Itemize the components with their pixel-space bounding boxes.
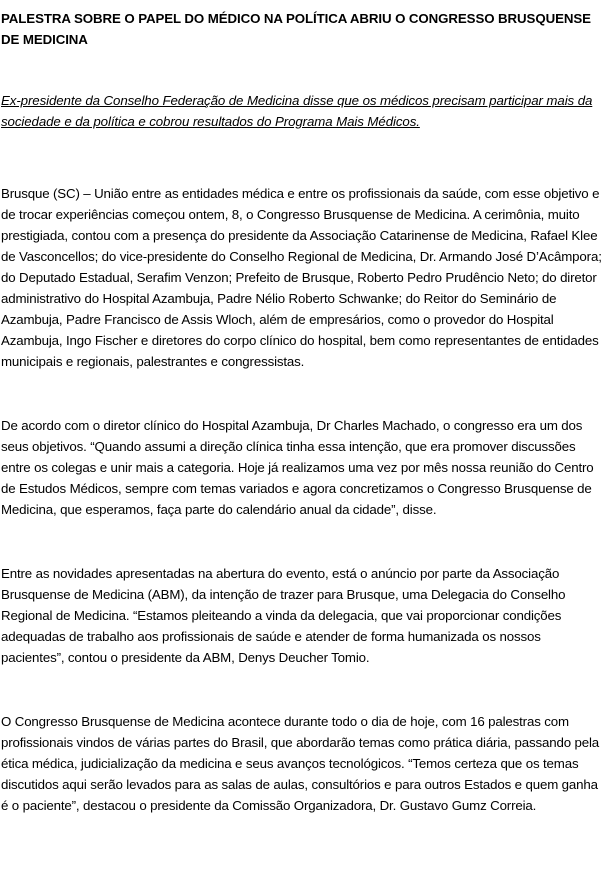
article-paragraph-2: De acordo com o diretor clínico do Hospital Azambuja, Dr Charles Machado, o congresso era um dos seus objetivos. “Quando assumi a direção clínica tinha essa intenção, que era promover discussões entre os colegas e unir mais a categoria. Hoje já realizamos uma vez por mês nossa reunião do Centro de Estudos Médicos, sempre com temas variados e agora concretizamos o Congresso Brusquense de Medicina, que esperamos, faça parte do calendário anual da cidade”, disse. <box>1 418 594 517</box>
article-paragraph-4: O Congresso Brusquense de Medicina acontece durante todo o dia de hoje, com 16 palestras com profissionais vindos de várias partes do Brasil, que abordarão temas como prática diária, passando pela ética médica, judicialização da medicina e seus avanços tecnológicos. “Temos certeza que os temas discutidos aqui serão levados para as salas de aulas, consultórios e para outros Estados e quem ganha é o paciente”, destacou o presidente da Comissão Organizadora, Dr. Gustavo Gumz Correia. <box>1 714 600 813</box>
article-headline: PALESTRA SOBRE O PAPEL DO MÉDICO NA POLÍTICA ABRIU O CONGRESSO BRUSQUENSE DE MEDICINA <box>1 11 591 47</box>
article-paragraph-1: Brusque (SC) – União entre as entidades médica e entre os profissionais da saúde, com esse objetivo e de trocar experiências começou ontem, 8, o Congresso Brusquense de Medicina. A cerimônia, muito prestigiada, contou com a presença do presidente da Associação Catarinense de Medicina, Rafael Klee de Vasconcellos; do vice-presidente do Conselho Regional de Medicina, Dr. Armando José D’Acâmpora; do Deputado Estadual, Serafim Venzon; Prefeito de Brusque, Roberto Pedro Prudêncio Neto; do diretor administrativo do Hospital Azambuja, Padre Nélio Roberto Schwanke; do Reitor do Seminário de Azambuja, Padre Francisco de Assis Wloch, além de empresários, como o provedor do Hospital Azambuja, Ingo Fischer e diretores do corpo clínico do hospital, bem como representantes de entidades municipais e regionais, palestrantes e congressistas. <box>1 186 602 369</box>
article-paragraph-3: Entre as novidades apresentadas na abertura do evento, está o anúncio por parte da Associação Brusquense de Medicina (ABM), da intenção de trazer para Brusque, uma Delegacia do Conselho Regional de Medicina. “Estamos pleiteando a vinda da delegacia, que vai proporcionar condições adequadas de trabalho aos profissionais de saúde e atender de forma humanizada os nossos pacientes”, contou o presidente da ABM, Denys Deucher Tomio. <box>1 566 566 665</box>
article-subtitle: Ex-presidente da Conselho Federação de Medicina disse que os médicos precisam participar mais da sociedade e da política e cobrou resultados do Programa Mais Médicos. <box>1 93 593 129</box>
